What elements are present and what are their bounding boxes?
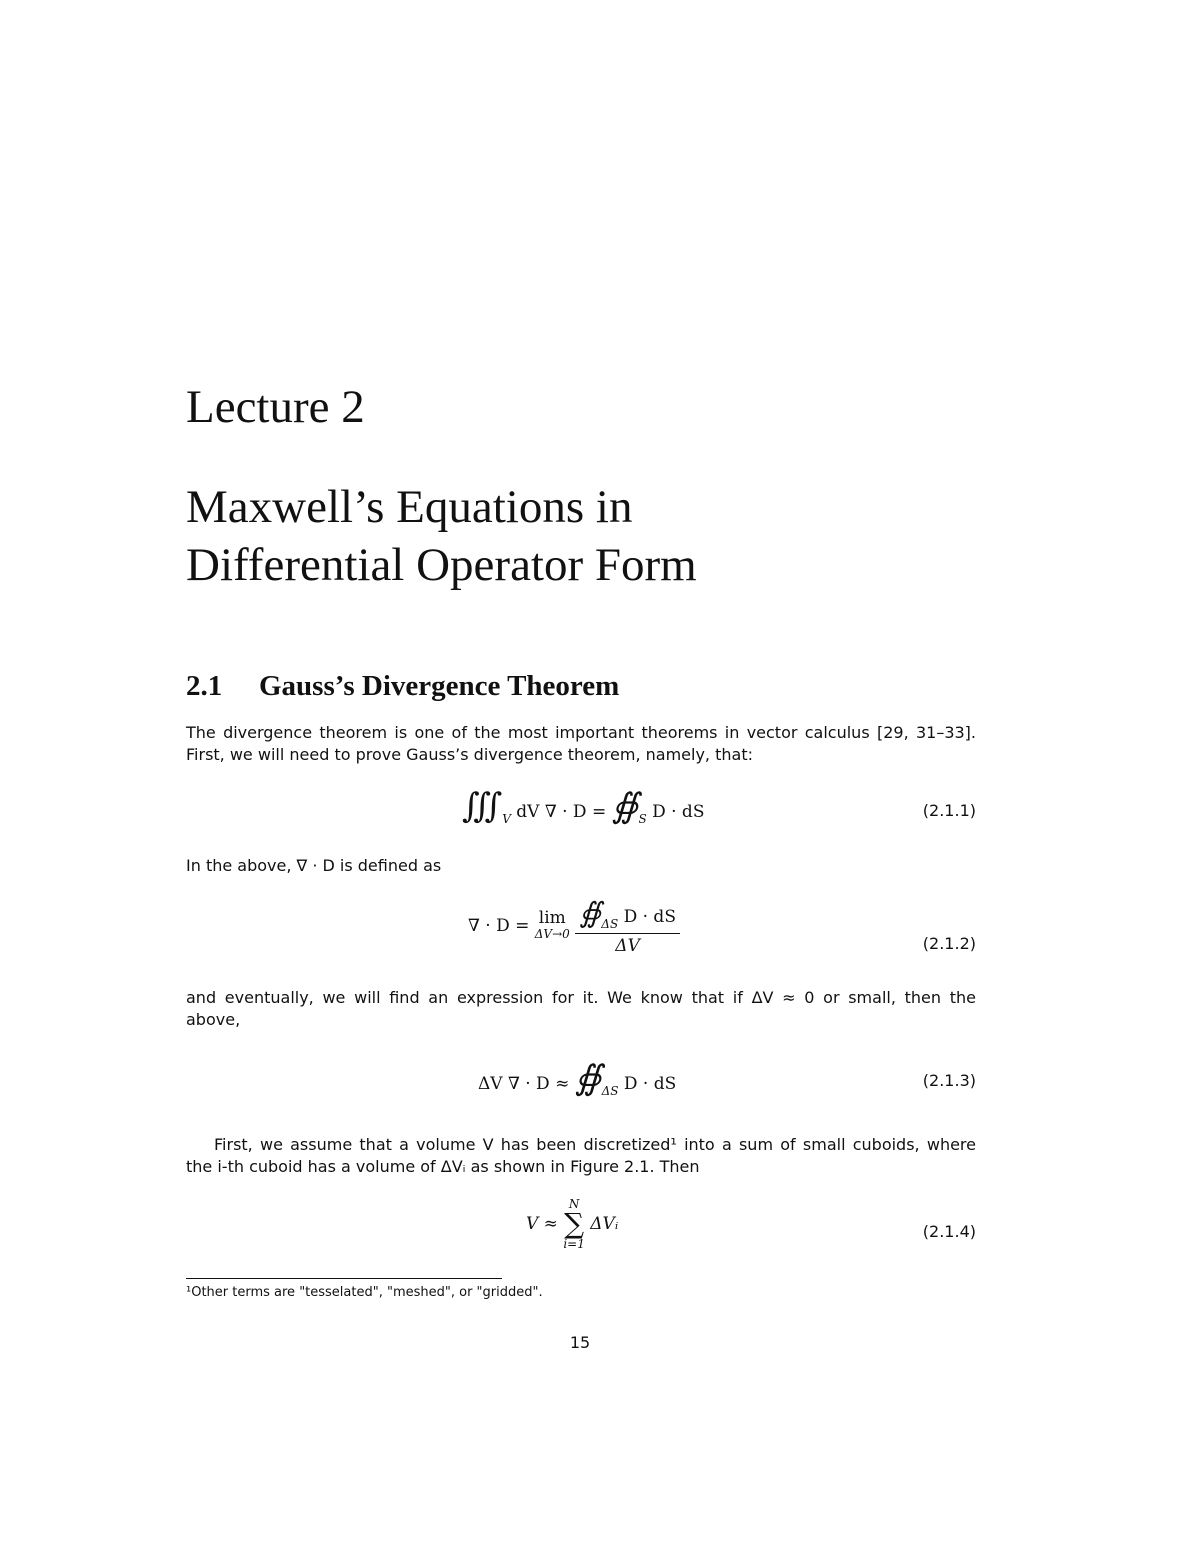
paragraph-1-line-2: First, we will need to prove Gauss’s divergence theorem, namely, that: (186, 745, 753, 764)
chapter-label: Lecture 2 (186, 381, 365, 433)
closed-surface-integral-symbol: ∯ (611, 786, 639, 826)
paragraph-4-line-1: First, we assume that a volume V has been discretized¹ into a sum of small cuboids, where (214, 1135, 976, 1154)
eq4-body: ΔVᵢ (590, 1214, 619, 1234)
section-number: 2.1 (186, 670, 223, 702)
section-heading (186, 670, 619, 703)
eq3-body: D · dS (623, 1074, 677, 1094)
paragraph-2: In the above, ∇ · D is defined as (186, 856, 442, 875)
delta-s-subscript: ΔS (601, 1084, 619, 1098)
paragraph-4-line-2: the i-th cuboid has a volume of ΔVᵢ as shown in Figure 2.1. Then (186, 1157, 700, 1176)
footnote-rule (186, 1278, 502, 1279)
surface-subscript: S (638, 812, 647, 826)
equation-number-2-1-4: (2.1.4) (922, 1222, 976, 1241)
summation (563, 1198, 585, 1250)
limit-operator (535, 910, 570, 942)
eq2-numerator-body: D · dS (623, 907, 676, 927)
eq4-lhs: V ≈ (526, 1214, 558, 1234)
chapter-title-line-1: Maxwell’s Equations in (186, 481, 633, 533)
fraction (575, 896, 680, 956)
equation-2-1-4 (526, 1198, 618, 1250)
eq1-lhs-body: dV ∇ · D = (516, 802, 607, 822)
sum-upper-limit: N (568, 1197, 580, 1211)
fraction-numerator (575, 896, 680, 934)
sum-lower-limit: i=1 (563, 1237, 585, 1251)
footnote: ¹Other terms are "tesselated", "meshed", or "gridded". (186, 1285, 543, 1300)
closed-surface-integral-symbol: ∯ (579, 896, 602, 929)
equation-number-2-1-2: (2.1.2) (922, 934, 976, 953)
eq1-rhs-body: D · dS (652, 802, 705, 822)
eq3-lhs: ΔV ∇ · D ≈ (478, 1074, 570, 1094)
delta-s-subscript: ΔS (601, 917, 619, 931)
equation-2-1-1 (462, 786, 704, 826)
sigma-symbol: ∑ (564, 1207, 585, 1240)
paragraph-3-line-1: and eventually, we will find an expression for it. We know that if ΔV ≈ 0 or small, then the (186, 988, 976, 1007)
lim-text: lim (538, 908, 566, 928)
equation-2-1-2 (468, 896, 680, 956)
lim-subscript: ΔV→0 (534, 927, 570, 941)
equation-number-2-1-1: (2.1.1) (922, 801, 976, 820)
chapter-title-line-2: Differential Operator Form (186, 539, 697, 591)
triple-integral-symbol: ∭ (462, 786, 503, 826)
paragraph-3-line-2: above, (186, 1010, 241, 1029)
equation-number-2-1-3: (2.1.3) (922, 1071, 976, 1090)
equation-2-1-3 (478, 1058, 676, 1098)
paragraph-1-line-1: The divergence theorem is one of the most important theorems in vector calculus [29, 31–33]. (186, 723, 976, 742)
section-title: Gauss’s Divergence Theorem (259, 670, 620, 702)
volume-subscript: V (502, 812, 511, 826)
closed-surface-integral-symbol: ∯ (574, 1058, 602, 1098)
fraction-denominator: ΔV (615, 936, 640, 956)
page-number: 15 (569, 1333, 591, 1352)
eq2-lhs: ∇ · D = (468, 916, 530, 936)
